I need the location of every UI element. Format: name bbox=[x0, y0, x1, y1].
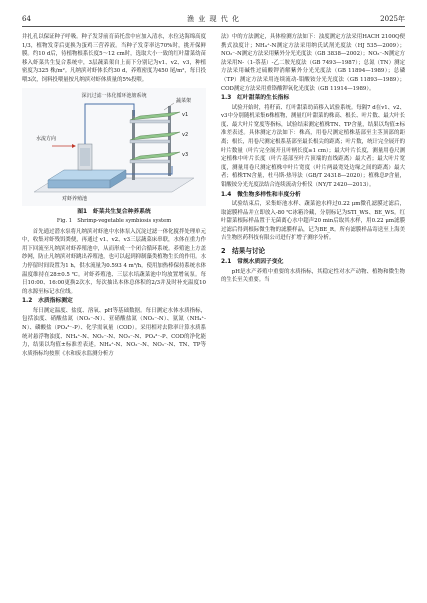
label-water-flow: 水流方向 bbox=[36, 135, 57, 142]
label-v2: v2 bbox=[182, 131, 189, 138]
body-paragraph: 井扎孔以保证种子呼吸。种子发芽前育苗托盘中应加入清水，水位达海绵高度1/3，植物发芽后更换为蛋鸡三营养液。当种子发芽率达70%时，挑开保鲜膜。约10 d后，待植物根系长度5～12 cm时，选取大小一致的红叶甜菜幼苗移入虾菜共生复合系统中，3层蔬菜架自上而下分别记为v1、v2、v3，种植密度为325 株/m²。凡纳滨对虾体长约30 d，养殖密度为450 尾/m²，每日投喂3次，饲料投喂量按凡纳滨对虾体质量的5%投喂。 bbox=[22, 34, 206, 83]
system-figure bbox=[22, 88, 206, 206]
body-paragraph: pH是水产养殖中重要的水质指标，其稳定性对水产动物、植物和微生物的生长至关重要。当 bbox=[221, 268, 405, 284]
right-column bbox=[221, 33, 405, 285]
section-heading-2-1: 2.1 常规水质因子变化 bbox=[221, 259, 284, 266]
figure-caption-en: Fig. 1 Shrimp-vegetable symbiosis system bbox=[56, 217, 172, 224]
section-heading-1-4: 1.4 微生物多样性和丰度分析 bbox=[221, 191, 301, 198]
body-paragraph: 每日测定温度、盐度、溶氧、pH等基础数据。每日测定水体水质指标，包括浊度、硝酸盐氮（NO₃⁻-N）、亚硝酸盐氮（NO₂⁻-N）、氨氮（NH₄⁺-N）、磷酸盐（PO₄³⁻-P）、化学需氧量（COD）。采用相对去除率计算水质系统对悬浮物浊度、NH₄⁺-N、NO₂⁻-N、NO₃⁻-N、PO₄³⁻-P、COD的净化能力，结果以均值±标准差表述。NH₄⁺-N、NO₂⁻-N、NO₃⁻-N、TN、TP等水质指标均按照《水和废水监测分析方 bbox=[22, 307, 206, 357]
shrimp-pond-front bbox=[48, 180, 110, 188]
label-v3: v3 bbox=[182, 151, 189, 158]
figure-title: 深沉过滤一体化循环池塘系统 bbox=[81, 92, 147, 99]
year: 2025年 bbox=[380, 15, 405, 23]
page-number: 64 bbox=[22, 15, 31, 23]
journal-title: 渔 业 现 代 化 bbox=[187, 15, 240, 23]
section-heading-1-2: 1.2 水质指标测定 bbox=[22, 298, 73, 305]
left-column bbox=[22, 33, 206, 358]
body-paragraph: 法》中的方法测定，具体检测方法如下：浊度测定方法采用HACH 2100Q便携式浊度计；NH₄⁺-N测定方法采用纳氏试剂光度法（HJ 535—2009）；NO₂⁻-N测定方法采用紫外分光光度法（GB 3838—2002）；NO₃⁻-N测定方法采用N-（1-萘基）-乙二胺光度法（GB 7493—1987）；总氮（TN）测定方法采用碱性过硫酸钾消解紫外分光光度法（GB 11894—1989）；总磷（TP）测定方法采用连续流动-钼酸铵分光光度法（GB 11893—1989）；COD测定方法采用重铬酸钾氧化光度法（GB 11914—1989）。 bbox=[221, 34, 405, 92]
label-veg-rack: 蔬菜架 bbox=[176, 97, 192, 104]
section-heading-1-3: 1.3 红叶甜菜的生长指标 bbox=[221, 95, 290, 102]
section-heading-2: 2 结果与讨论 bbox=[221, 247, 266, 256]
body-paragraph: 试验结束后，采集虾池水样、蔬菜池水样过0.22 μm微孔滤膜过滤后，取滤膜样品并立即放入-80 ℃冰箱冷藏，分别标记为STI_WS、BE_WS。红叶甜菜根际样品置于无菌离心水中超声20 min后取其水样，用0.22 μm滤膜过滤后得到根际微生物的滤膜样品，记为BE_R。所有滤膜样品寄送至上海美吉生物医药科技有限公司进行扩增子测序分析。 bbox=[221, 201, 405, 242]
system-diagram bbox=[22, 88, 206, 206]
body-paragraph: 试验开始时，将籽苗、红叶甜菜幼苗移入试验系统。每隔7 d在v1、v2、v3中分别随机采集6株植物，测量红叶甜菜的株高、根长、叶片数、最大叶长度、最大叶片宽度等指标，试验结束测定植株TN、TP含量，结果以均值±标准差表述。具体测定方法如下：株高，用卷尺测定植株基部至主茎顶部的距离；根长，用卷尺测定根系基部至最长根尖的距离；叶片数，统计完全展开的叶片数量（叶片完全展开且叶柄长度≥1 cm）；最大叶片长度，测量用卷尺测定植株中叶片长度（叶片基部至叶片顶端的直线距离）最大者；最大叶片宽度，测量用卷尺测定植株中叶片宽度（叶片两最宽处边缘之间的距离）最大者；植株TN含量，杜马斯-热导法（GB/T 24318—2020）；植株总P含量，钼酸铵分光光度法结合连续流动分析仪（NY/T 2420—2013）。 bbox=[221, 104, 405, 188]
running-header bbox=[22, 12, 405, 27]
label-shrimp-pond: 对虾养殖池 bbox=[62, 195, 88, 202]
figure-caption-cn: 图1 虾菜共生复合种养系统 bbox=[77, 208, 151, 215]
body-paragraph: 首先通过潜水泵将凡纳滨对虾池中水体泵入沉淀过滤一体化搅拌处理单元中，收集对虾残饵粪便，再通过 v1、v2、v3三层蔬菜床串联，水体在重力作用下回流至凡纳滨对虾养殖池中，从而形成一个闭合循环系统。养殖池上方盖纱网，防止凡纳滨对虾跳出养殖池，也可以起到抑制藻类植物生长的作用。水力停留时间设置为1 h，供水流量为0.593 4 m³/h，使用加热棒保持系统水体温度维持在28±0.5 ℃。对虾养殖池、三层水培蔬菜池中均放置增氧泵。每日10:00、16:00更换2次水，每次抽出本体总体积的2/3并及时补充温度10的水源至标记水位线。 bbox=[22, 228, 206, 295]
filter-tank-inner bbox=[80, 148, 90, 166]
label-v1: v1 bbox=[182, 111, 189, 118]
